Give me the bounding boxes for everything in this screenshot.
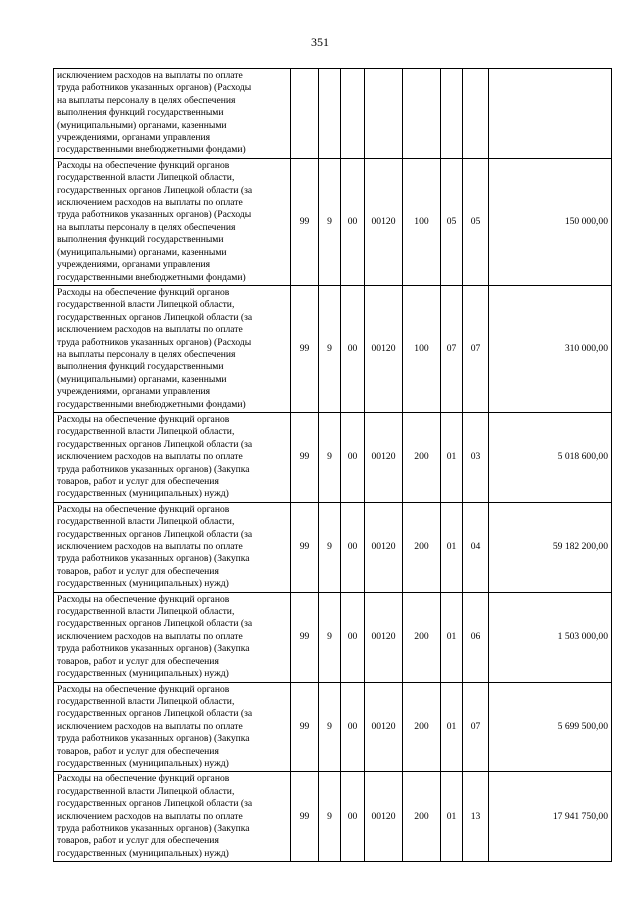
direction-code-cell: 00120 [365,502,403,592]
subsection-cell: 07 [463,285,489,412]
budget-table [53,68,612,862]
program-code-cell: 99 [291,682,319,772]
row-description: исключением расходов на выплаты по оплате труда работников указанных органов) (Расходы на выплаты персоналу в целях обеспечения выполнения функций государственными (муниципальными) органами, казенными учреждениями, органами управления государственными внебюджетными фондами) [54,69,291,159]
subsection-cell [463,69,489,159]
subprogram-code-cell: 9 [319,412,341,502]
table-row [54,772,612,862]
subprogram-code-cell: 9 [319,158,341,285]
subprogram-code-cell: 9 [319,772,341,862]
subsection-cell: 03 [463,412,489,502]
direction-code-cell: 00120 [365,285,403,412]
subprogram-code-cell: 9 [319,592,341,682]
section-cell: 05 [441,158,463,285]
direction-code-cell: 00120 [365,772,403,862]
expense-type-cell: 200 [403,502,441,592]
subsection-cell: 05 [463,158,489,285]
section-cell [441,69,463,159]
subsection-cell: 04 [463,502,489,592]
amount-cell: 150 000,00 [489,158,612,285]
expense-type-cell: 200 [403,412,441,502]
main-measure-code-cell: 00 [341,772,365,862]
section-cell: 01 [441,412,463,502]
amount-cell: 5 699 500,00 [489,682,612,772]
amount-cell: 1 503 000,00 [489,592,612,682]
section-cell: 01 [441,502,463,592]
subprogram-code-cell: 9 [319,502,341,592]
row-description: Расходы на обеспечение функций органов государственной власти Липецкой области, государственных органов Липецкой области (за исключением расходов на выплаты по оплате труда работников указанных органов) (Закупка товаров, работ и услуг для обеспечения государственных (муниципальных) нужд) [54,412,291,502]
section-cell: 07 [441,285,463,412]
section-cell: 01 [441,682,463,772]
page-number: 351 [311,35,329,49]
table-row [54,69,612,159]
direction-code-cell: 00120 [365,682,403,772]
table-row [54,412,612,502]
table-row [54,682,612,772]
row-description: Расходы на обеспечение функций органов государственной власти Липецкой области, государственных органов Липецкой области (за исключением расходов на выплаты по оплате труда работников указанных органов) (Закупка товаров, работ и услуг для обеспечения государственных (муниципальных) нужд) [54,592,291,682]
table-row [54,285,612,412]
main-measure-code-cell: 00 [341,412,365,502]
section-cell: 01 [441,592,463,682]
subprogram-code-cell [319,69,341,159]
subprogram-code-cell: 9 [319,682,341,772]
main-measure-code-cell: 00 [341,502,365,592]
subsection-cell: 07 [463,682,489,772]
row-description: Расходы на обеспечение функций органов государственной власти Липецкой области, государственных органов Липецкой области (за исключением расходов на выплаты по оплате труда работников указанных органов) (Расходы на выплаты персоналу в целях обеспечения выполнения функций государственными (муниципальными) органами, казенными учреждениями, органами управления государственными внебюджетными фондами) [54,158,291,285]
row-description: Расходы на обеспечение функций органов государственной власти Липецкой области, государственных органов Липецкой области (за исключением расходов на выплаты по оплате труда работников указанных органов) (Закупка товаров, работ и услуг для обеспечения государственных (муниципальных) нужд) [54,772,291,862]
program-code-cell [291,69,319,159]
amount-cell: 17 941 750,00 [489,772,612,862]
program-code-cell: 99 [291,502,319,592]
table-row [54,158,612,285]
table-row [54,592,612,682]
amount-cell: 59 182 200,00 [489,502,612,592]
main-measure-code-cell: 00 [341,158,365,285]
program-code-cell: 99 [291,158,319,285]
expense-type-cell: 100 [403,158,441,285]
expense-type-cell: 200 [403,682,441,772]
program-code-cell: 99 [291,772,319,862]
main-measure-code-cell [341,69,365,159]
subprogram-code-cell: 9 [319,285,341,412]
amount-cell: 5 018 600,00 [489,412,612,502]
main-measure-code-cell: 00 [341,682,365,772]
amount-cell [489,69,612,159]
row-description: Расходы на обеспечение функций органов государственной власти Липецкой области, государственных органов Липецкой области (за исключением расходов на выплаты по оплате труда работников указанных органов) (Расходы на выплаты персоналу в целях обеспечения выполнения функций государственными (муниципальными) органами, казенными учреждениями, органами управления государственными внебюджетными фондами) [54,285,291,412]
subsection-cell: 13 [463,772,489,862]
expense-type-cell: 200 [403,592,441,682]
expense-type-cell [403,69,441,159]
direction-code-cell: 00120 [365,592,403,682]
expense-type-cell: 200 [403,772,441,862]
table-row [54,502,612,592]
program-code-cell: 99 [291,285,319,412]
subsection-cell: 06 [463,592,489,682]
program-code-cell: 99 [291,412,319,502]
expense-type-cell: 100 [403,285,441,412]
row-description: Расходы на обеспечение функций органов государственной власти Липецкой области, государственных органов Липецкой области (за исключением расходов на выплаты по оплате труда работников указанных органов) (Закупка товаров, работ и услуг для обеспечения государственных (муниципальных) нужд) [54,682,291,772]
direction-code-cell: 00120 [365,158,403,285]
amount-cell: 310 000,00 [489,285,612,412]
main-measure-code-cell: 00 [341,285,365,412]
main-measure-code-cell: 00 [341,592,365,682]
program-code-cell: 99 [291,592,319,682]
direction-code-cell: 00120 [365,412,403,502]
table-body [54,69,612,862]
section-cell: 01 [441,772,463,862]
direction-code-cell [365,69,403,159]
row-description: Расходы на обеспечение функций органов государственной власти Липецкой области, государственных органов Липецкой области (за исключением расходов на выплаты по оплате труда работников указанных органов) (Закупка товаров, работ и услуг для обеспечения государственных (муниципальных) нужд) [54,502,291,592]
